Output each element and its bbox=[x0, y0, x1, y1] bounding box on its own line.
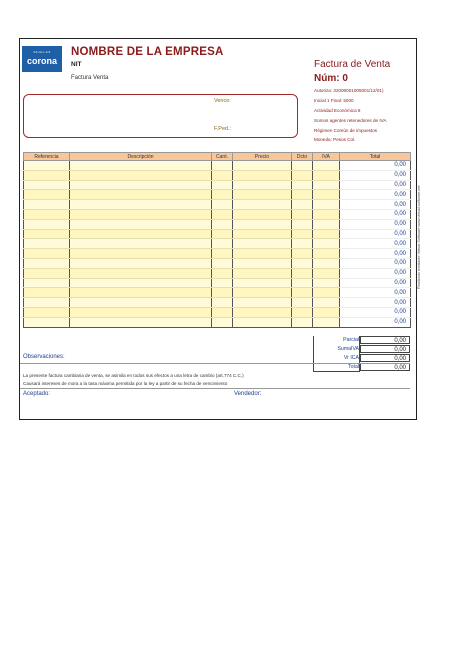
row-cell[interactable] bbox=[313, 258, 340, 268]
total-value[interactable]: 0,00 bbox=[360, 363, 410, 371]
row-cell[interactable] bbox=[233, 298, 292, 308]
summary-row-total bbox=[313, 363, 410, 372]
row-cell[interactable] bbox=[24, 249, 70, 259]
row-cell[interactable] bbox=[212, 298, 233, 308]
row-cell[interactable] bbox=[292, 317, 313, 327]
row-cell[interactable] bbox=[292, 200, 313, 210]
table-row bbox=[24, 268, 411, 278]
row-cell[interactable] bbox=[313, 180, 340, 190]
row-cell[interactable] bbox=[313, 249, 340, 259]
row-cell[interactable] bbox=[292, 219, 313, 229]
invoice-page bbox=[19, 38, 421, 420]
parcial-label: Parcial bbox=[343, 337, 359, 343]
row-cell[interactable] bbox=[70, 288, 212, 298]
row-cell[interactable] bbox=[313, 268, 340, 278]
summary-row-parcial bbox=[313, 336, 410, 345]
row-total-cell[interactable]: 0,00 bbox=[340, 298, 411, 308]
row-cell[interactable] bbox=[24, 219, 70, 229]
row-cell[interactable] bbox=[70, 229, 212, 239]
row-cell[interactable] bbox=[70, 317, 212, 327]
row-cell[interactable] bbox=[24, 209, 70, 219]
row-cell[interactable] bbox=[233, 239, 292, 249]
sumaiva-value[interactable]: 0,00 bbox=[360, 345, 410, 353]
row-cell[interactable] bbox=[212, 161, 233, 171]
logo-subtext: VAJILLAS bbox=[33, 50, 51, 54]
row-total-cell[interactable]: 0,00 bbox=[340, 219, 411, 229]
row-cell[interactable] bbox=[292, 190, 313, 200]
row-cell[interactable] bbox=[212, 258, 233, 268]
row-cell[interactable] bbox=[70, 209, 212, 219]
table-row bbox=[24, 190, 411, 200]
table-row bbox=[24, 170, 411, 180]
row-cell[interactable] bbox=[212, 239, 233, 249]
iva-agent-note: Somos agentes retenedores de IVA bbox=[314, 118, 387, 123]
row-cell[interactable] bbox=[292, 161, 313, 171]
row-cell[interactable] bbox=[292, 249, 313, 259]
col-header-discount: Dcto bbox=[292, 153, 313, 161]
row-cell[interactable] bbox=[292, 258, 313, 268]
table-row bbox=[24, 307, 411, 317]
tax-regime: Régimen Común de impuestos bbox=[314, 128, 378, 133]
row-cell[interactable] bbox=[70, 258, 212, 268]
col-header-description: Descripción bbox=[70, 153, 212, 161]
row-total-cell[interactable]: 0,00 bbox=[340, 239, 411, 249]
row-total-cell[interactable]: 0,00 bbox=[340, 258, 411, 268]
row-total-cell[interactable]: 0,00 bbox=[340, 288, 411, 298]
row-cell[interactable] bbox=[24, 298, 70, 308]
row-cell[interactable] bbox=[24, 288, 70, 298]
nit-label: NIT bbox=[71, 61, 82, 68]
table-row bbox=[24, 200, 411, 210]
row-cell[interactable] bbox=[233, 268, 292, 278]
row-cell[interactable] bbox=[24, 258, 70, 268]
row-cell[interactable] bbox=[212, 209, 233, 219]
row-cell[interactable] bbox=[313, 298, 340, 308]
currency: Moneda: Pesos Col. bbox=[314, 137, 356, 142]
row-cell[interactable] bbox=[313, 317, 340, 327]
row-cell[interactable] bbox=[233, 317, 292, 327]
row-cell[interactable] bbox=[212, 170, 233, 180]
row-cell[interactable] bbox=[313, 288, 340, 298]
row-cell[interactable] bbox=[212, 288, 233, 298]
row-cell[interactable] bbox=[24, 307, 70, 317]
row-cell[interactable] bbox=[292, 209, 313, 219]
row-cell[interactable] bbox=[24, 229, 70, 239]
table-header-row bbox=[24, 153, 411, 161]
row-cell[interactable] bbox=[24, 278, 70, 288]
row-cell[interactable] bbox=[313, 209, 340, 219]
invoice-number: Núm: 0 bbox=[314, 73, 348, 84]
row-cell[interactable] bbox=[24, 190, 70, 200]
divider bbox=[20, 388, 410, 389]
row-cell[interactable] bbox=[292, 268, 313, 278]
row-cell[interactable] bbox=[233, 278, 292, 288]
row-total-cell[interactable]: 0,00 bbox=[340, 190, 411, 200]
row-cell[interactable] bbox=[233, 170, 292, 180]
accepted-label: Aceptado: bbox=[23, 391, 51, 397]
table-row bbox=[24, 258, 411, 268]
row-cell[interactable] bbox=[313, 170, 340, 180]
due-date-label: Vence: bbox=[214, 98, 231, 104]
numbering-range: Inicial 1 Final: 5000 bbox=[314, 98, 354, 103]
summary-row-sumaiva bbox=[313, 345, 410, 354]
row-cell[interactable] bbox=[233, 161, 292, 171]
row-cell[interactable] bbox=[212, 268, 233, 278]
row-cell[interactable] bbox=[292, 307, 313, 317]
row-cell[interactable] bbox=[24, 180, 70, 190]
table-row bbox=[24, 209, 411, 219]
row-cell[interactable] bbox=[233, 229, 292, 239]
software-credit: Realizado mediante Virtual Software www.virtual-software.net bbox=[417, 185, 421, 289]
order-date-label: F.Ped.: bbox=[214, 126, 232, 132]
table-row bbox=[24, 219, 411, 229]
items-table bbox=[23, 152, 411, 328]
table-row bbox=[24, 288, 411, 298]
table-row bbox=[24, 180, 411, 190]
row-cell[interactable] bbox=[212, 229, 233, 239]
row-total-cell[interactable]: 0,00 bbox=[340, 200, 411, 210]
row-cell[interactable] bbox=[292, 170, 313, 180]
row-cell[interactable] bbox=[212, 307, 233, 317]
row-cell[interactable] bbox=[292, 298, 313, 308]
col-header-price: Precio bbox=[233, 153, 292, 161]
row-cell[interactable] bbox=[70, 170, 212, 180]
sumaiva-label: SumaIVA bbox=[337, 346, 359, 352]
row-cell[interactable] bbox=[212, 190, 233, 200]
row-cell[interactable] bbox=[70, 200, 212, 210]
row-cell[interactable] bbox=[313, 200, 340, 210]
row-total-cell[interactable]: 0,00 bbox=[340, 180, 411, 190]
legal-note-1: La presente factura cambiaria de venta, se asimila en todos sus efectos a una letra de cambio (art.774 C.C.) bbox=[23, 373, 244, 378]
row-cell[interactable] bbox=[292, 278, 313, 288]
row-cell[interactable] bbox=[292, 288, 313, 298]
row-cell[interactable] bbox=[212, 249, 233, 259]
seller-label: Vendedor: bbox=[234, 391, 262, 397]
row-total-cell[interactable]: 0,00 bbox=[340, 161, 411, 171]
total-label: Total bbox=[348, 364, 359, 370]
row-total-cell[interactable]: 0,00 bbox=[340, 209, 411, 219]
row-cell[interactable] bbox=[233, 190, 292, 200]
row-total-cell[interactable]: 0,00 bbox=[340, 268, 411, 278]
summary-block bbox=[313, 336, 410, 372]
table-row bbox=[24, 278, 411, 288]
company-logo bbox=[22, 46, 62, 72]
row-total-cell[interactable]: 0,00 bbox=[340, 307, 411, 317]
row-cell[interactable] bbox=[70, 239, 212, 249]
row-cell[interactable] bbox=[70, 268, 212, 278]
col-header-reference: Referencia bbox=[24, 153, 70, 161]
col-header-quantity: Cant. bbox=[212, 153, 233, 161]
row-cell[interactable] bbox=[313, 229, 340, 239]
divider bbox=[20, 363, 410, 364]
invoice-title: Factura de Venta bbox=[314, 59, 391, 70]
row-cell[interactable] bbox=[70, 298, 212, 308]
row-cell[interactable] bbox=[24, 200, 70, 210]
col-header-iva: IVA bbox=[313, 153, 340, 161]
row-cell[interactable] bbox=[70, 307, 212, 317]
row-cell[interactable] bbox=[313, 278, 340, 288]
row-cell[interactable] bbox=[24, 239, 70, 249]
client-info-box[interactable] bbox=[23, 94, 298, 138]
summary-row-ica bbox=[313, 354, 410, 363]
row-cell[interactable] bbox=[233, 249, 292, 259]
table-row bbox=[24, 298, 411, 308]
observations-label: Observaciones: bbox=[23, 354, 65, 360]
economic-activity: Actividad Económica 8 bbox=[314, 108, 361, 113]
table-row bbox=[24, 161, 411, 171]
row-cell[interactable] bbox=[313, 190, 340, 200]
row-cell[interactable] bbox=[24, 170, 70, 180]
logo-wordmark: corona bbox=[26, 56, 57, 66]
row-total-cell[interactable]: 0,00 bbox=[340, 278, 411, 288]
row-cell[interactable] bbox=[313, 307, 340, 317]
row-cell[interactable] bbox=[70, 278, 212, 288]
row-cell[interactable] bbox=[292, 180, 313, 190]
row-cell[interactable] bbox=[233, 180, 292, 190]
company-name: NOMBRE DE LA EMPRESA bbox=[71, 46, 224, 58]
row-cell[interactable] bbox=[233, 219, 292, 229]
row-cell[interactable] bbox=[70, 219, 212, 229]
table-row bbox=[24, 317, 411, 327]
row-cell[interactable] bbox=[212, 317, 233, 327]
legal-note-2: Causará intereses de mora a la tasa máxima permitida por la ley a partir de su fecha de vencimiento bbox=[23, 381, 228, 386]
ica-value[interactable]: 0,00 bbox=[360, 354, 410, 362]
table-row bbox=[24, 239, 411, 249]
parcial-value[interactable]: 0,00 bbox=[360, 336, 410, 344]
row-cell[interactable] bbox=[313, 161, 340, 171]
row-cell[interactable] bbox=[70, 249, 212, 259]
row-cell[interactable] bbox=[292, 229, 313, 239]
row-total-cell[interactable]: 0,00 bbox=[340, 229, 411, 239]
row-cell[interactable] bbox=[24, 268, 70, 278]
row-cell[interactable] bbox=[212, 180, 233, 190]
row-cell[interactable] bbox=[70, 161, 212, 171]
table-row bbox=[24, 229, 411, 239]
row-cell[interactable] bbox=[70, 180, 212, 190]
ica-label: Vr ICA bbox=[343, 355, 359, 361]
row-cell[interactable] bbox=[233, 209, 292, 219]
row-cell[interactable] bbox=[212, 219, 233, 229]
row-total-cell[interactable]: 0,00 bbox=[340, 170, 411, 180]
row-cell[interactable] bbox=[233, 200, 292, 210]
row-cell[interactable] bbox=[70, 190, 212, 200]
row-cell[interactable] bbox=[233, 307, 292, 317]
row-cell[interactable] bbox=[212, 200, 233, 210]
col-header-total: Total bbox=[340, 153, 411, 161]
document-type: Factura Venta bbox=[71, 75, 109, 81]
row-cell[interactable] bbox=[233, 288, 292, 298]
row-cell[interactable] bbox=[24, 161, 70, 171]
authorization-line: Autoriza: 32000001005001/12/01) bbox=[314, 88, 384, 93]
row-cell[interactable] bbox=[313, 239, 340, 249]
row-cell[interactable] bbox=[24, 317, 70, 327]
row-total-cell[interactable]: 0,00 bbox=[340, 317, 411, 327]
row-cell[interactable] bbox=[313, 219, 340, 229]
table-row bbox=[24, 249, 411, 259]
row-total-cell[interactable]: 0,00 bbox=[340, 249, 411, 259]
row-cell[interactable] bbox=[233, 258, 292, 268]
row-cell[interactable] bbox=[212, 278, 233, 288]
row-cell[interactable] bbox=[292, 239, 313, 249]
